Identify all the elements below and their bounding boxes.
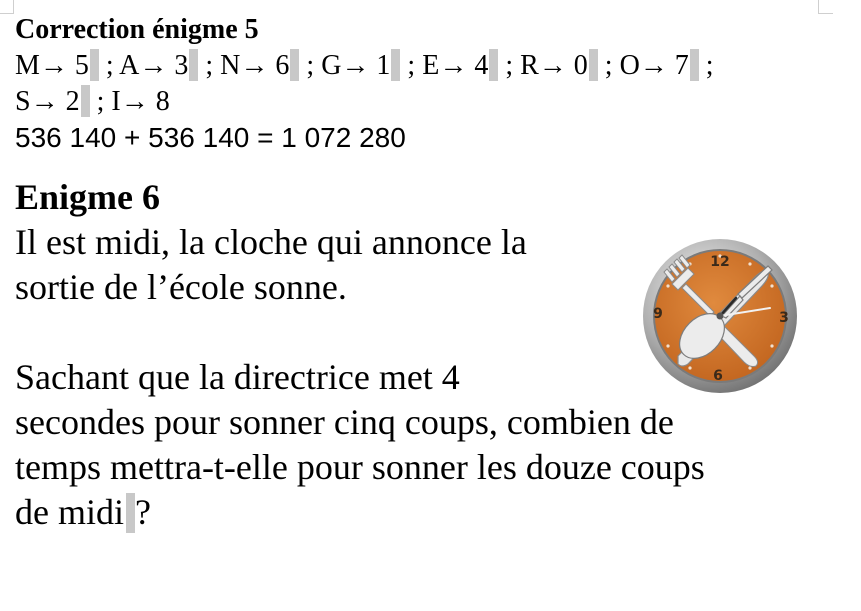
mapping-e: E→ 4 ; (422, 50, 514, 81)
mapping-r: R→ 0 ; (520, 50, 613, 81)
mapping-n: N→ 6 ; (220, 50, 315, 81)
mapping-a: A→ 3 ; (119, 50, 214, 81)
correction-title: Correction énigme 5 (15, 14, 259, 45)
enigme-line-4: Sachant que la directrice met 4 (15, 357, 460, 397)
clock-number-12: 12 (710, 254, 730, 270)
enigme-title: Enigme 6 (15, 177, 161, 217)
mapping-g: G→ 1 ; (321, 50, 416, 81)
mapping-s: S→ 2 ; (15, 86, 105, 117)
question-mark: ? (134, 492, 151, 532)
mapping-line-2 (15, 84, 855, 120)
clock-number-6: 6 (713, 368, 723, 384)
clock-number-3: 3 (779, 310, 789, 326)
lunch-clock-icon (642, 238, 798, 394)
mapping-i: I→ 8 (111, 86, 170, 117)
clock-pivot (717, 313, 724, 320)
enigme-line-6: temps mettra-t-elle pour sonner les douze coups (15, 447, 705, 487)
equation: 536 140 + 536 140 = 1 072 280 (15, 122, 406, 153)
page-corner-mark-left (0, 0, 14, 14)
enigme-line-2: sortie de l’école sonne. (15, 267, 347, 307)
mapping-o: O→ 7 ; (619, 50, 714, 81)
enigme-line-1: Il est midi, la cloche qui annonce la (15, 222, 527, 262)
enigme-line-7: de midi ? (15, 492, 151, 532)
mapping-line-1 (15, 48, 855, 84)
mapping-m: M→ 5 ; (15, 50, 114, 81)
clock-number-9: 9 (653, 306, 663, 322)
enigme-line-5: secondes pour sonner cinq coups, combien de (15, 402, 674, 442)
